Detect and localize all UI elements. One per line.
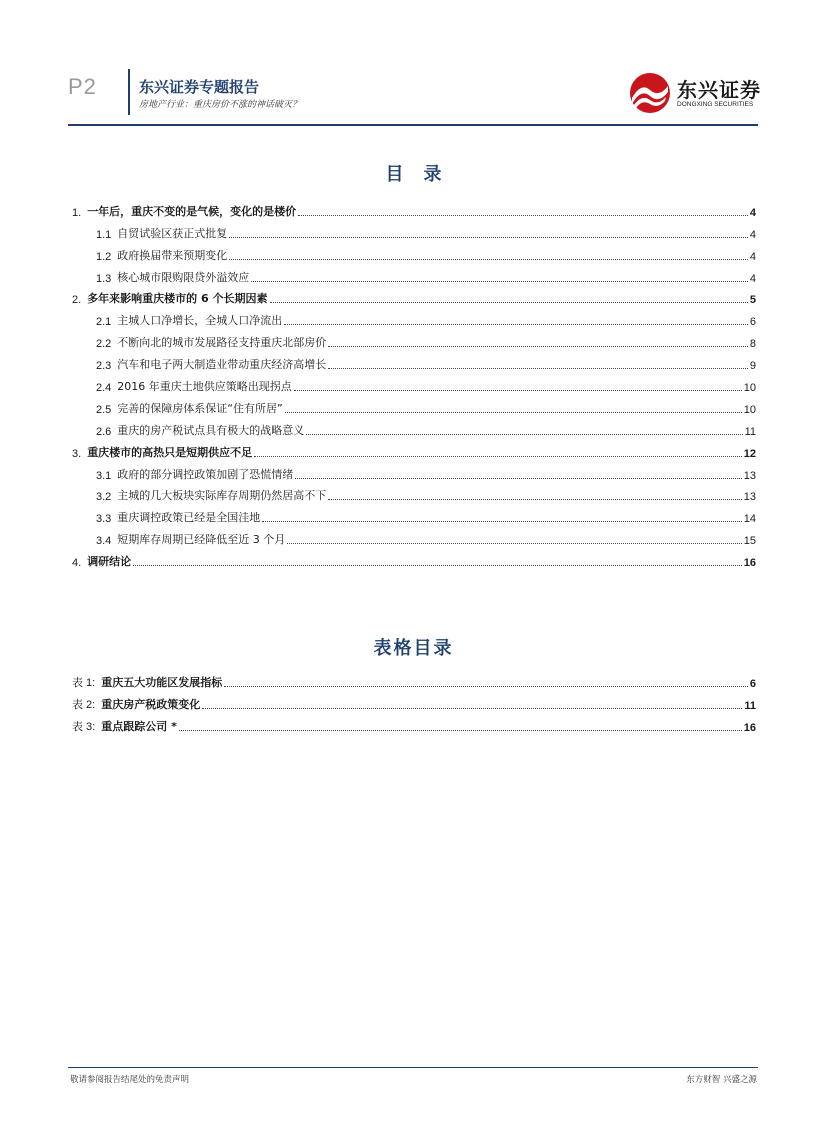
toc-entry[interactable] [72, 394, 756, 416]
dot-leader [251, 281, 748, 282]
entry-number: 2.6 [96, 425, 112, 438]
dot-leader [287, 543, 741, 544]
dot-leader [270, 302, 748, 303]
report-subtitle: 房地产行业：重庆房价不涨的神话破灭？ [139, 100, 302, 110]
entry-title: 重庆房产税政策变化 [101, 697, 201, 711]
dot-leader [298, 215, 748, 216]
header-divider [128, 69, 130, 115]
toc-entry[interactable] [72, 372, 756, 394]
dot-leader [306, 434, 742, 435]
entry-number: 3.3 [96, 513, 112, 526]
entry-title: 汽车和电子两大制造业带动重庆经济高增长 [117, 358, 327, 372]
toc-heading: 目录 [385, 164, 462, 185]
entry-number: 3.2 [96, 491, 112, 504]
toc-entry[interactable] [72, 438, 756, 460]
toc-entry[interactable] [72, 416, 756, 438]
company-logo [629, 70, 764, 116]
dongxing-logo-icon [629, 72, 671, 114]
dot-leader [224, 686, 748, 687]
toc-entry[interactable] [72, 460, 756, 482]
entry-number: 1. [72, 206, 82, 219]
entry-number: 1.3 [96, 272, 112, 285]
toc-entry[interactable] [72, 525, 756, 547]
toc-entry[interactable] [72, 285, 756, 307]
entry-page-number: 8 [749, 338, 756, 351]
entry-title: 多年来影响重庆楼市的 6 个长期因素 [87, 292, 268, 306]
entry-title: 政府的部分调控政策加剧了恐慌情绪 [117, 467, 294, 481]
report-title: 东兴证券专题报告 [139, 78, 260, 96]
table-toc-entry[interactable] [72, 712, 756, 734]
dot-leader [295, 478, 741, 479]
footer-slogan: 东方财智 兴盛之源 [686, 1075, 757, 1085]
entry-number: 4. [72, 557, 82, 570]
dot-leader [229, 259, 748, 260]
entry-page-number: 13 [743, 491, 756, 504]
entry-title: 2016 年重庆土地供应策略出现拐点 [117, 380, 292, 394]
entry-page-number: 9 [749, 360, 756, 373]
entry-title: 完善的保障房体系保证“住有所居” [117, 401, 283, 415]
dot-leader [285, 412, 742, 413]
toc-entry[interactable] [72, 241, 756, 263]
dot-leader [262, 521, 741, 522]
entry-page-number: 13 [743, 469, 756, 482]
header-rule [68, 124, 758, 126]
entry-title: 重庆五大功能区发展指标 [101, 675, 223, 689]
dot-leader [202, 708, 742, 709]
dot-leader [294, 390, 742, 391]
toc-entry[interactable] [72, 263, 756, 285]
entry-number: 2.3 [96, 360, 112, 373]
entry-title: 重点跟踪公司 * [101, 719, 177, 733]
entry-number: 3.4 [96, 535, 112, 548]
dot-leader [284, 324, 748, 325]
entry-title: 不断向北的城市发展路径支持重庆北部房价 [117, 336, 327, 350]
entry-number: 2.2 [96, 338, 112, 351]
entry-title: 主城的几大板块实际库存周期仍然居高不下 [117, 489, 327, 503]
entry-title: 核心城市限购限贷外溢效应 [117, 270, 250, 284]
entry-number: 表 1: [72, 676, 96, 689]
dot-leader [229, 237, 748, 238]
entry-title: 短期库存周期已经降低至近 3 个月 [117, 533, 286, 547]
entry-title: 调研结论 [87, 555, 132, 569]
toc-entry[interactable] [72, 503, 756, 525]
entry-title: 重庆调控政策已经是全国洼地 [117, 511, 261, 525]
entry-title: 重庆楼市的高热只是短期供应不足 [87, 445, 253, 459]
table-toc-heading: 表格目录 [373, 638, 454, 659]
dot-leader [328, 346, 748, 347]
entry-title: 一年后，重庆不变的是气候，变化的是楼价 [87, 204, 297, 218]
entry-page-number: 11 [744, 425, 756, 438]
entry-number: 3. [72, 447, 82, 460]
entry-number: 表 2: [72, 698, 96, 711]
toc-entry[interactable] [72, 306, 756, 328]
logo-text-en: DONGXING SECURITIES [677, 101, 754, 108]
footer-rule [68, 1067, 758, 1068]
entry-title: 自贸试验区获正式批复 [117, 226, 228, 240]
entry-page-number: 5 [749, 294, 756, 307]
dot-leader [328, 368, 748, 369]
entry-page-number: 4 [749, 206, 756, 219]
toc-entry[interactable] [72, 197, 756, 219]
entry-number: 2.1 [96, 316, 112, 329]
entry-number: 1.2 [96, 250, 112, 263]
entry-title: 政府换届带来预期变化 [117, 248, 228, 262]
entry-page-number: 4 [749, 272, 756, 285]
entry-number: 3.1 [96, 469, 112, 482]
entry-number: 2.5 [96, 403, 112, 416]
table-toc-entry[interactable] [72, 668, 756, 690]
entry-page-number: 11 [744, 699, 756, 712]
entry-page-number: 4 [749, 250, 756, 263]
table-toc-entry[interactable] [72, 690, 756, 712]
entry-page-number: 10 [743, 403, 756, 416]
entry-number: 2. [72, 294, 82, 307]
toc-entry[interactable] [72, 328, 756, 350]
entry-number: 表 3: [72, 720, 96, 733]
footer-disclaimer: 敬请参阅报告结尾处的免责声明 [70, 1075, 190, 1085]
entry-page-number: 4 [749, 228, 756, 241]
toc-entry[interactable] [72, 219, 756, 241]
logo-text-cn: 东兴证券 [677, 78, 761, 102]
entry-title: 重庆的房产税试点具有极大的战略意义 [117, 423, 305, 437]
entry-number: 1.1 [96, 228, 112, 241]
entry-page-number: 6 [749, 677, 756, 690]
table-toc-list [72, 668, 756, 734]
entry-page-number: 15 [743, 535, 756, 548]
toc-entry[interactable] [72, 547, 756, 569]
entry-page-number: 16 [743, 557, 756, 570]
dot-leader [179, 730, 742, 731]
toc-entry[interactable] [72, 350, 756, 372]
page-number: P2 [68, 74, 97, 99]
toc-list [72, 197, 756, 569]
entry-page-number: 16 [743, 721, 756, 734]
dot-leader [328, 499, 741, 500]
entry-page-number: 10 [743, 382, 756, 395]
entry-number: 2.4 [96, 382, 112, 395]
entry-page-number: 12 [743, 447, 756, 460]
dot-leader [133, 565, 742, 566]
dot-leader [254, 456, 742, 457]
entry-page-number: 6 [749, 316, 756, 329]
entry-page-number: 14 [743, 513, 756, 526]
toc-entry[interactable] [72, 482, 756, 504]
entry-title: 主城人口净增长，全城人口净流出 [117, 314, 283, 328]
